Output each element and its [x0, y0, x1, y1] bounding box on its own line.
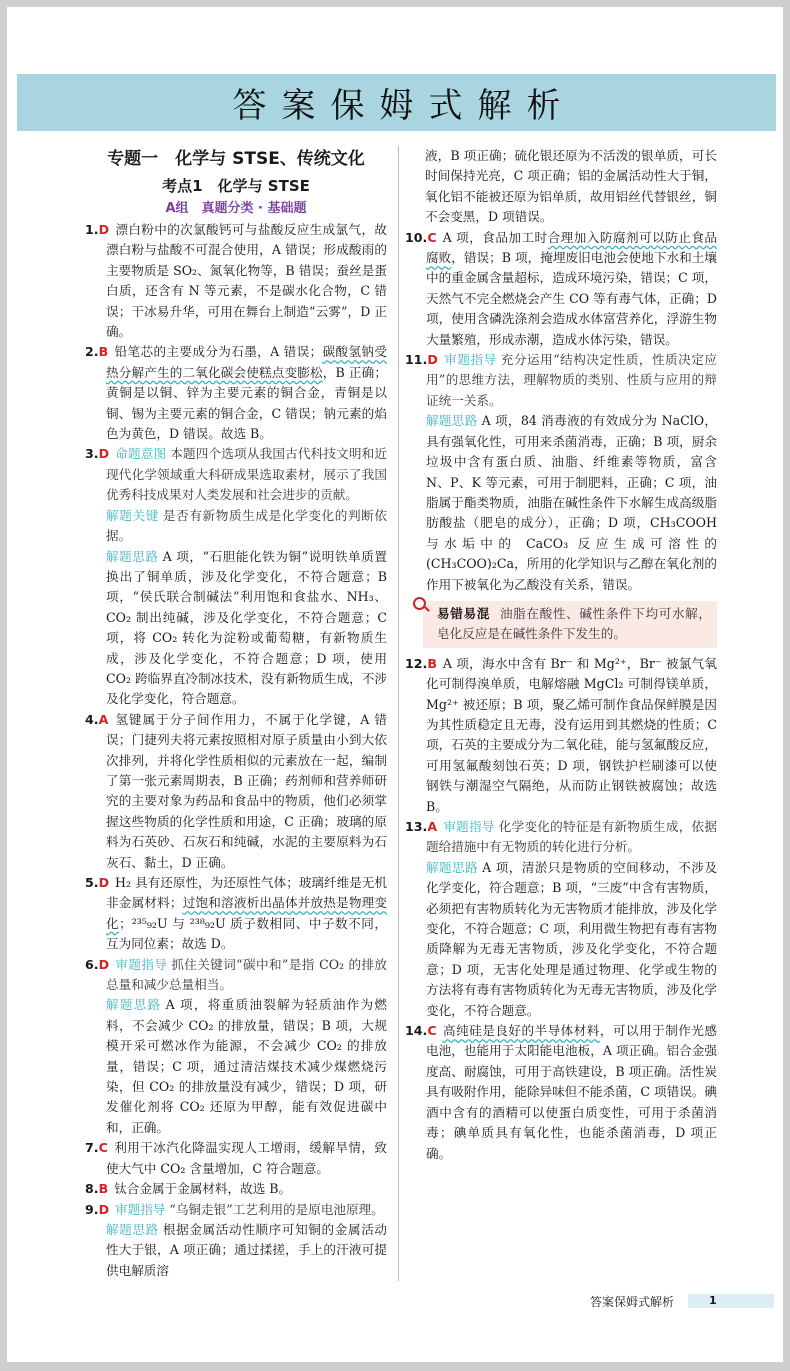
section-label: 解题思路 — [106, 997, 162, 1013]
explanation-text: 铅笔芯的主要成分为石墨，A 错误； — [114, 344, 323, 360]
answer-paragraph — [85, 342, 387, 444]
section-label: 解题思路 — [426, 413, 478, 429]
question-number: 9. — [85, 1201, 99, 1217]
explanation-text: 根据金属活动性顺序可知铜的金属活动性大于银，A 项正确；通过揉搓，手上的汗液可提供电解质溶 — [106, 1221, 388, 1278]
question-number: 11. — [405, 352, 428, 368]
answer-item — [405, 350, 717, 648]
section-label: 命题意图 — [115, 446, 167, 462]
section-heading: 考点1 化学与 STSE — [162, 177, 310, 195]
answer-paragraph — [85, 444, 387, 505]
explanation-text: ，错误；B 项，掩埋废旧电池会使地下水和土壤中的重金属含量超标，造成环境污染，错误；C 项，天然气不完全燃烧会产生 CO 等有毒气体，正确；D 项，使用含磷洗涤剂会造成水体富营养化，浮游生物大量繁殖，形成赤潮，造成水体污染，错误。 — [426, 250, 718, 347]
answer-letter: D — [98, 956, 110, 972]
explanation-text: ，B 正确；黄铜是以铜、锌为主要元素的铜合金，青铜是以铜、锡为主要元素的铜合金，C 错误；钠元素的焰色为黄色，D 错误。故选 B。 — [106, 364, 388, 442]
answer-paragraph — [85, 873, 387, 955]
section-label: 解题思路 — [106, 548, 159, 564]
explanation-text: 钛合金属于金属材料，故选 B。 — [114, 1181, 292, 1197]
answer-letter: C — [427, 229, 437, 245]
answer-paragraph — [85, 220, 387, 342]
column-divider — [398, 146, 399, 1281]
answer-paragraph — [85, 506, 387, 547]
answer-paragraph — [405, 858, 717, 1021]
question-number: 2. — [85, 344, 99, 360]
guide-text: 抓住关键词“碳中和”是指 CO₂ 的排放总量和减少总量相当。 — [106, 956, 387, 993]
answer-letter: D — [98, 875, 110, 890]
section-label: 解题思路 — [106, 1221, 159, 1237]
tip-title: 易错易混 — [437, 605, 490, 621]
section-label: 审题指导 — [443, 352, 497, 368]
answer-paragraph — [405, 350, 717, 411]
question-number: 4. — [85, 711, 99, 727]
answer-letter: B — [98, 1181, 109, 1197]
explanation-text: ；²³⁵₉₂U 与 ²³⁸₉₂U 质子数相同、中子数不同，互为同位素；故选 D。 — [106, 915, 387, 952]
explanation-text: ，可以用于制作光感电池，也能用于太阳能电池板，A 项正确。铝合金强度高、耐腐蚀，可用于高铁建设，B 项正确。活性炭具有吸附作用，能除异味但不能杀菌，C 项错误。碘酒中含有的酒精可以使蛋白质变性，可用于杀菌消毒；碘单质具有氧化性，也能杀菌消毒，D 项正确。 — [426, 1023, 718, 1161]
question-number: 1. — [85, 222, 99, 237]
answer-item — [85, 220, 387, 342]
question-number: 8. — [85, 1181, 99, 1197]
question-number: 3. — [85, 446, 99, 462]
answer-paragraph — [405, 1021, 717, 1164]
explanation-text: H₂ 具有还原性，为还原性气体；玻璃纤维是无机非金属材料； — [106, 875, 387, 911]
key-point-underlined: 碳酸氢钠受热分解产生的二氧化碳会使糕点变膨松 — [106, 344, 387, 380]
explanation-text: A 项，“石胆能化铁为铜”说明铁单质置换出了铜单质，涉及化学变化，不符合题意；B 项，“侯氏联合制碱法”利用饱和食盐水、NH₃、CO₂ 制出纯碱，涉及化学变化，不符合题意；C 项，将 CO₂ 转化为淀粉或葡萄糖，有新物质生成，涉及化学变化，不符合题意；D 项，使用 CO₂ 跨临界直冷制冰技术，没有新物质生成，不涉及化学变化，符合题意。 — [106, 548, 388, 707]
answer-letter: C — [98, 1140, 108, 1156]
right-column — [405, 146, 717, 1164]
key-point-underlined: 合理加入防腐剂可以防止食品腐败 — [426, 229, 717, 266]
tip-box — [423, 601, 717, 648]
question-number: 14. — [405, 1023, 428, 1039]
tip-text: 油脂在酸性、碱性条件下均可水解，皂化反应是在碱性条件下发生的。 — [437, 605, 712, 642]
answer-paragraph — [85, 1179, 387, 1199]
footer-label: 答案保姆式解析 — [590, 1295, 675, 1309]
explanation-text: A 项，食品加工时 — [442, 229, 548, 245]
section-label: 审题指导 — [115, 1201, 166, 1217]
answer-letter: A — [427, 819, 438, 834]
question-number: 12. — [405, 655, 428, 671]
section-label: 解题思路 — [426, 859, 479, 875]
group-heading: A组 真题分类 · 基础题 — [165, 201, 307, 216]
guide-text: 是否有新物质生成是化学变化的判断依据。 — [106, 507, 388, 544]
page-title: 答案保姆式解析 — [232, 86, 576, 126]
question-number: 13. — [405, 819, 428, 834]
answer-letter: A — [98, 711, 109, 727]
guide-text: 化学变化的特征是有新物质生成，依据题给措施中有无物质的转化进行分析。 — [426, 819, 718, 855]
explanation-text: 漂白粉中的次氯酸钙可与盐酸反应生成氯气，故漂白粉与盐酸不可混合使用，A 错误；形成酸雨的主要物质是 SO₂、氮氧化物等，B 错误；蚕丝是蛋白质，还含有 N 等元素，不是碳水化合物，C 错误；干冰易升华，可用在舞台上制造“云雾”，D 正确。 — [106, 222, 387, 340]
answer-paragraph — [85, 1138, 387, 1179]
section-label: 审题指导 — [115, 956, 168, 972]
answer-item — [85, 710, 387, 873]
answer-letter: B — [98, 344, 109, 360]
left-column — [85, 146, 387, 1281]
explanation-text: A 项，将重质油裂解为轻质油作为燃料，不会减少 CO₂ 的排放量，错误；B 项，大规模开采可燃冰作为能源，不会减少 CO₂ 的排放量，错误；C 项，通过清洁煤技术减少煤燃烧污染，但 CO₂ 的排放量没有减少，错误；D 项，研发催化剂将 CO₂ 还原为甲醇，能有效促进碳中和，正确。 — [106, 997, 387, 1135]
answer-letter: D — [98, 1201, 110, 1217]
answer-item — [85, 342, 387, 444]
topic-heading: 专题一 化学与 STSE、传统文化 — [107, 149, 365, 169]
answer-paragraph — [405, 654, 717, 817]
guide-text: 本题四个选项从我国古代科技文明和近现代化学领域重大科研成果选取素材，展示了我国优秀科技成果对人类发展和社会进步的贡献。 — [106, 446, 388, 503]
explanation-text: A 项，海水中含有 Br⁻ 和 Mg²⁺，Br⁻ 被氯气氧化可制得溴单质，电解熔融 MgCl₂ 可制得镁单质，Mg²⁺ 被还原；B 项，聚乙烯可制作食品保鲜膜是因为其性质稳定且无毒，没有运用到其燃烧的性质；C 项，石英的主要成分为二氧化硅，能与氢氟酸反应，可用氢氟酸刻蚀石英；D 项，钢铁护栏刷漆可以使钢铁与潮湿空气隔绝，从而防止钢铁被腐蚀；故选 B。 — [426, 655, 717, 814]
section-label: 审题指导 — [443, 819, 495, 834]
answer-item — [85, 1200, 387, 1282]
key-point-underlined: 过饱和溶液析出晶体并放热是物理变化 — [106, 895, 387, 931]
answer-paragraph — [85, 955, 387, 996]
answer-item — [85, 873, 387, 955]
answer-paragraph — [85, 547, 387, 710]
answer-letter: D — [98, 222, 110, 237]
question-number: 10. — [405, 229, 428, 245]
question-number: 7. — [85, 1140, 99, 1156]
answer-paragraph — [405, 817, 717, 858]
answer-item — [405, 1021, 717, 1164]
answer-letter: C — [427, 1023, 437, 1039]
question-number: 6. — [85, 956, 99, 972]
answer-paragraph — [405, 411, 717, 595]
answer-paragraph — [85, 1200, 387, 1220]
key-point-underlined: 高纯硅是良好的半导体材料 — [442, 1023, 600, 1039]
answer-item — [85, 1138, 387, 1179]
explanation-text: 氢键属于分子间作用力，不属于化学键，A 错误；门捷列夫将元素按照相对原子质量由小到大依次排列，并将化学性质相似的元素放在一起，编制了第一张元素周期表，B 正确；药剂师和营养师研究的主要对象为药品和食品中的物质，他们必须掌握这些物质的化学性质和用途，C 正确；玻璃的原料为石英砂、石灰石和纯碱，水泥的主要原料为石灰石、黏土，D 正确。 — [106, 711, 387, 870]
answer-item — [405, 817, 717, 1021]
answer-letter: D — [98, 446, 110, 462]
answer-letter: D — [427, 352, 438, 368]
explanation-text: A 项，清淤只是物质的空间移动，不涉及化学变化，符合题意；B 项，“三废”中含有害物质，必须把有害物质转化为无害物质才能排放，涉及化学变化，不符合题意；C 项，利用微生物把有毒有害物质降解为无毒无害物质，涉及化学变化，不符合题意；D 项，无害化处理是通过物理、化学或生物的方法将有毒有害物质转化为无毒无害物质，涉及化学变化，不符合题意。 — [426, 859, 717, 1018]
answer-paragraph — [405, 228, 717, 350]
guide-text: 充分运用“结构决定性质，性质决定应用”的思维方法，理解物质的类别、性质与应用的辩证统一关系。 — [426, 352, 717, 408]
answer-item — [405, 228, 717, 350]
answer-item — [405, 654, 717, 817]
page-number: 1 — [688, 1294, 774, 1308]
question-number: 5. — [85, 875, 99, 890]
answer-item — [85, 955, 387, 1139]
answer-paragraph — [85, 1220, 387, 1281]
answer-paragraph — [85, 710, 387, 873]
answer-item — [85, 444, 387, 709]
answer-item — [85, 1179, 387, 1199]
guide-text: “乌铜走银”工艺利用的是原电池原理。 — [169, 1201, 384, 1217]
answer-letter: B — [427, 655, 437, 671]
explanation-text: 利用干冰汽化降温实现人工增雨，缓解旱情，致使大气中 CO₂ 含量增加，C 符合题意。 — [106, 1140, 387, 1176]
continued-text: 液，B 项正确；硫化银还原为不活泼的银单质，可长时间保持光亮，C 项正确；铝的金属活动性大于铜，氧化铝不能被还原为铝单质，故用铝丝代替银丝，铜不会变黑，D 项错误。 — [425, 148, 717, 225]
section-label: 解题关键 — [106, 507, 159, 523]
title-banner — [17, 74, 776, 131]
explanation-text: A 项，84 消毒液的有效成分为 NaClO，具有强氧化性，可用来杀菌消毒，正确；B 项，厨余垃圾中含有蛋白质、油脂、纤维素等物质，富含 N、P、K 等元素，可用于制肥料，正确；C 项，油脂属于酯类物质，油脂在碱性条件下水解生成高级脂肪酸盐（肥皂的成分），正确；D 项，CH₃COOH 与水垢中的 CaCO₃ 反应生成可溶性的 (CH₃COO)₂Ca，所用的化学知识与乙醇在氧化剂的作用下被氧化为乙酸没有关系，错误。 — [426, 413, 717, 592]
magnifier-icon — [413, 597, 426, 610]
